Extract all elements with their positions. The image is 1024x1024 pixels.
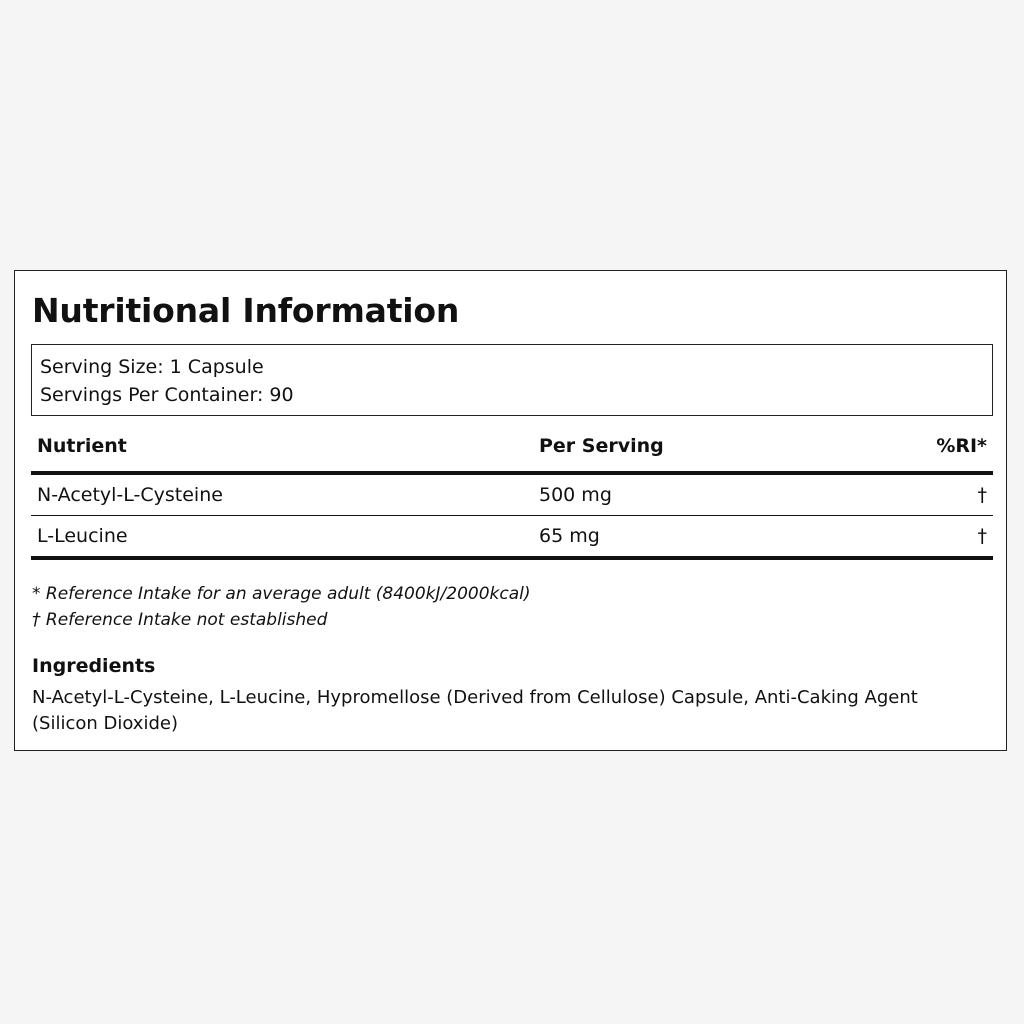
nutrient-amount: 65 mg: [533, 516, 925, 559]
nutrient-table: [31, 431, 993, 560]
nutrition-panel: [14, 270, 1007, 751]
nutrient-ri: †: [925, 516, 993, 559]
panel-title: Nutritional Information: [32, 291, 460, 330]
footnote-not-established: † Reference Intake not established: [32, 610, 328, 630]
table-row: [31, 516, 993, 559]
ingredients-heading: Ingredients: [32, 655, 156, 677]
footnote-ri: * Reference Intake for an average adult (8400kJ/2000kcal): [32, 584, 531, 604]
servings-per-container: Servings Per Container: 90: [40, 384, 294, 406]
footnotes: [32, 581, 531, 633]
serving-info-box: [31, 344, 993, 416]
header-per-serving: Per Serving: [533, 431, 925, 473]
nutrient-amount: 500 mg: [533, 473, 925, 516]
table-row: [31, 473, 993, 516]
nutrient-name: N-Acetyl-L-Cysteine: [31, 473, 533, 516]
ingredients-text: N-Acetyl-L-Cysteine, L-Leucine, Hypromellose (Derived from Cellulose) Capsule, Anti-Caking Agent (Silicon Dioxide): [32, 687, 918, 734]
header-ri: %RI*: [925, 431, 993, 473]
header-nutrient: Nutrient: [31, 431, 533, 473]
nutrient-ri: †: [925, 473, 993, 516]
table-header-row: [31, 431, 993, 473]
nutrient-name: L-Leucine: [31, 516, 533, 559]
serving-size: Serving Size: 1 Capsule: [40, 356, 264, 378]
